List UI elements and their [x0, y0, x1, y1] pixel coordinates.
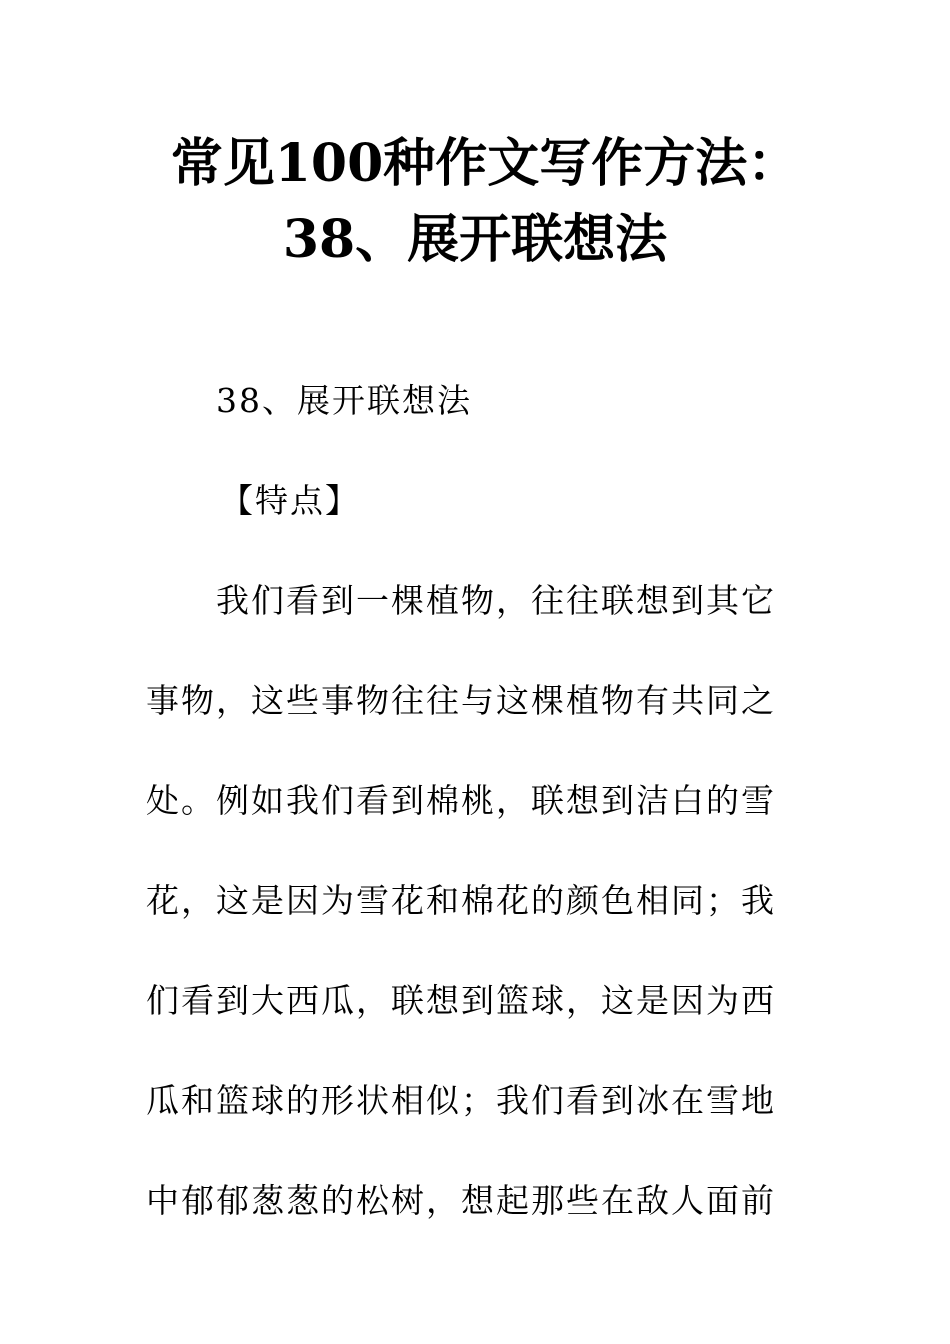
paragraph-line: 中郁郁葱葱的松树，想起那些在敌人面前: [146, 1181, 776, 1220]
document-title-line-2: 38、展开联想法: [282, 209, 668, 270]
section-heading: 38、展开联想法: [216, 381, 472, 420]
paragraph-line: 瓜和篮球的形状相似；我们看到冰在雪地: [146, 1081, 776, 1120]
paragraph-line: 处。例如我们看到棉桃，联想到洁白的雪: [146, 781, 776, 820]
document-title-line-1: 常见100种作文写作方法：: [170, 133, 800, 194]
paragraph-line: 花，这是因为雪花和棉花的颜色相同；我: [146, 881, 776, 920]
paragraph-line: 们看到大西瓜，联想到篮球，这是因为西: [146, 981, 776, 1020]
paragraph-line: 我们看到一棵植物，往往联想到其它: [216, 581, 776, 620]
feature-label: 【特点】: [220, 481, 360, 520]
paragraph-line: 事物，这些事物往往与这棵植物有共同之: [146, 681, 776, 720]
